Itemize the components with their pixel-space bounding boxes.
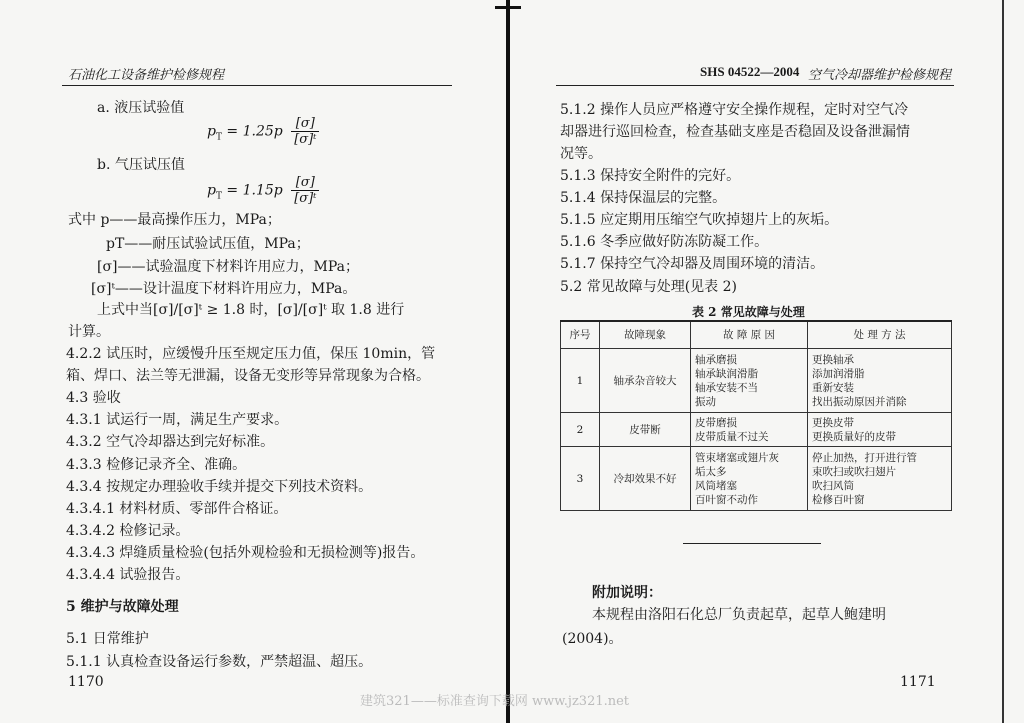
pneumatic-test-formula: $p_T = 1.15p$ $\frac{[\sigma]}{\text{[σ]ᵗ}}$ [207,175,319,206]
table-row [561,349,952,413]
row-number: 3 [561,447,600,511]
clause-5-1-3: 5.1.3 保持安全附件的完好。 [560,168,741,184]
note-line-1: 上式中当[σ]/[σ]ᵗ ≥ 1.8 时，[σ]/[σ]ᵗ 取 1.8 进行 [97,302,405,318]
hydraulic-test-label: a. 液压试验值 [97,100,185,116]
appendix-title: 附加说明： [592,585,662,601]
clause-5-1-5: 5.1.5 应定期用压缩空气吹掉翅片上的灰垢。 [560,212,839,228]
right-header-code: SHS 04522—2004 [700,64,800,79]
clause-4-3-4-4: 4.3.4.4 试验报告。 [66,567,190,583]
watermark: 建筑321——标准查询下载网 www.jz321.net [360,694,630,709]
row-causes: 轴承磨损 轴承缺润滑脂 轴承安装不当 振动 [691,349,808,413]
clause-5-1-2-line-3: 况等。 [560,146,602,162]
col-header-no: 序号 [561,321,600,349]
book-spine [506,0,510,723]
clause-5-1-1: 5.1.1 认真检查设备运行参数，严禁超温、超压。 [66,654,373,670]
clause-4-3-4-1: 4.3.4.1 材料材质、零部件合格证。 [66,501,288,517]
table-header-row [561,321,952,349]
appendix-line-2: (2004)。 [562,631,623,647]
right-header-title: 空气冷却器维护检修规程 [808,68,952,83]
appendix-line-1: 本规程由洛阳石化总厂负责起草，起草人鲍建明 [592,607,886,623]
left-header-rule [62,85,452,86]
row-causes: 皮带磨损 皮带质量不过关 [691,413,808,447]
left-running-header: 石油化工设备维护检修规程 [68,68,225,83]
pneumatic-test-label: b. 气压试压值 [97,157,185,173]
hydraulic-test-formula: $p_T = 1.25p$ $\frac{[\sigma]}{\text{[σ]ᵗ}}$ [207,116,319,147]
clause-4-3-4: 4.3.4 按规定办理验收手续并提交下列技术资料。 [66,479,373,495]
where-line-4: [σ]ᵗ——设计温度下材料许用应力，MPa。 [91,281,357,297]
end-rule [683,543,821,544]
clause-5-1-6: 5.1.6 冬季应做好防冻防凝工作。 [560,234,769,250]
row-symptom: 冷却效果不好 [600,447,691,511]
row-number: 2 [561,413,600,447]
clause-4-3-4-2: 4.3.4.2 检修记录。 [66,523,190,539]
clause-5-1-2-line-1: 5.1.2 操作人员应严格遵守安全操作规程，定时对空气冷 [560,102,909,118]
page-edge [1002,0,1004,723]
row-causes: 管束堵塞或翅片灰 垢太多 风筒堵塞 百叶窗不动作 [691,447,808,511]
table-row [561,447,952,511]
clause-5-1-7: 5.1.7 保持空气冷却器及周围环境的清洁。 [560,256,825,272]
col-header-fix: 处 理 方 法 [808,321,952,349]
right-header-rule [556,85,954,86]
where-line-1: 式中 p——最高操作压力，MPa； [68,212,281,228]
clause-5-1-4: 5.1.4 保持保温层的完整。 [560,190,727,206]
table-caption: 表 2 常见故障与处理 [692,305,805,319]
right-page-number: 1171 [900,674,936,690]
table-row [561,413,952,447]
clause-5-1-2-line-2: 却器进行巡回检查，检查基础支座是否稳固及设备泄漏情 [560,124,910,140]
section-4-3: 4.3 验收 [66,390,121,406]
clause-4-3-4-3: 4.3.4.3 焊缝质量检验(包括外观检验和无损检测等)报告。 [66,545,425,561]
row-fixes: 更换皮带 更换质量好的皮带 [808,413,952,447]
clause-4-3-3: 4.3.3 检修记录齐全、准确。 [66,457,247,473]
col-header-symptom: 故障现象 [600,321,691,349]
left-page-number: 1170 [68,674,104,690]
row-fixes: 更换轴承 添加润滑脂 重新安装 找出振动原因并消除 [808,349,952,413]
fault-table [560,320,952,511]
section-5-1: 5.1 日常维护 [66,631,149,647]
row-symptom: 轴承杂音较大 [600,349,691,413]
row-fixes: 停止加热，打开进行管 束吹扫或吹扫翅片 吹扫风筒 检修百叶窗 [808,447,952,511]
section-5-2: 5.2 常见故障与处理(见表 2) [560,279,737,295]
row-number: 1 [561,349,600,413]
book-spine-cap [495,6,521,9]
col-header-cause: 故 障 原 因 [691,321,808,349]
clause-4-3-1: 4.3.1 试运行一周，满足生产要求。 [66,412,289,428]
row-symptom: 皮带断 [600,413,691,447]
note-line-2: 计算。 [68,324,110,340]
clause-4-2-2-line-2: 箱、焊口、法兰等无泄漏，设备无变形等异常现象为合格。 [66,368,430,384]
section-5-heading: 5 维护与故障处理 [66,599,179,615]
where-line-2: pT——耐压试验试压值，MPa； [106,236,310,252]
clause-4-3-2: 4.3.2 空气冷却器达到完好标准。 [66,434,275,450]
where-line-3: [σ]——试验温度下材料许用应力，MPa； [97,259,359,275]
clause-4-2-2-line-1: 4.2.2 试压时，应缓慢升压至规定压力值，保压 10min，管 [66,346,436,362]
